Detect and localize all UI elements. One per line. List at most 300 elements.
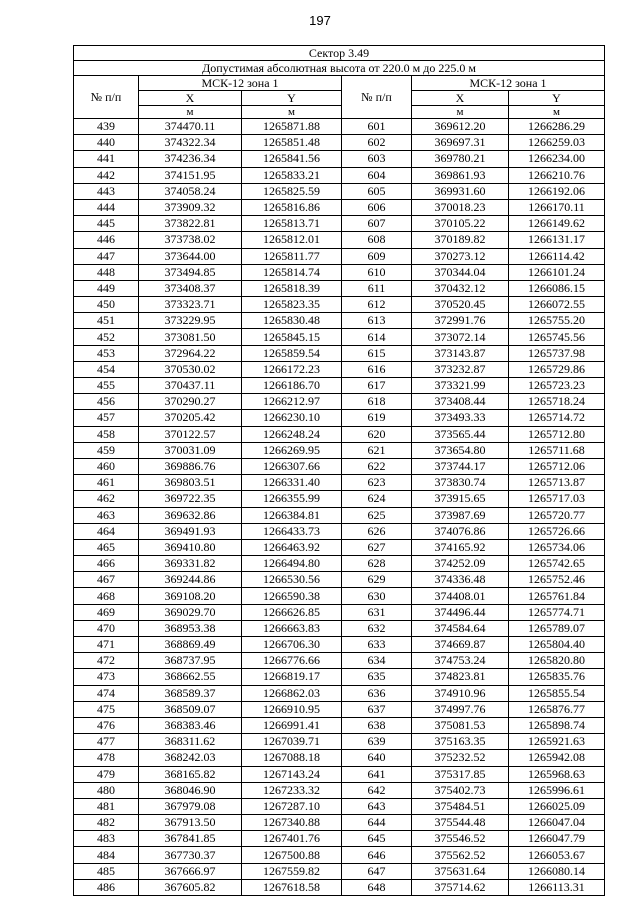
table-row [74, 167, 605, 183]
point-number-right: 618 [342, 394, 412, 410]
sector-title: Сектор 3.49 [74, 46, 605, 61]
y-value-left: 1266626.85 [242, 604, 342, 620]
point-number-left: 474 [74, 685, 139, 701]
y-value-right: 1265712.80 [509, 426, 605, 442]
y-value-left: 1266355.99 [242, 491, 342, 507]
point-number-right: 633 [342, 637, 412, 653]
y-value-left: 1266590.38 [242, 588, 342, 604]
table-row [74, 297, 605, 313]
point-number-right: 630 [342, 588, 412, 604]
point-number-right: 628 [342, 556, 412, 572]
y-value-left: 1267618.58 [242, 879, 342, 895]
unit-y-left: м [242, 106, 342, 119]
x-value-left: 374322.34 [139, 135, 242, 151]
point-number-left: 469 [74, 604, 139, 620]
point-number-left: 482 [74, 815, 139, 831]
x-value-left: 368869.49 [139, 637, 242, 653]
table-row [74, 458, 605, 474]
y-value-left: 1265833.21 [242, 167, 342, 183]
y-value-left: 1266212.97 [242, 394, 342, 410]
y-value-right: 1265726.66 [509, 523, 605, 539]
y-value-right: 1265761.84 [509, 588, 605, 604]
point-number-right: 613 [342, 313, 412, 329]
table-row [74, 491, 605, 507]
x-value-right: 372991.76 [412, 313, 509, 329]
table-row [74, 523, 605, 539]
x-value-right: 373321.99 [412, 378, 509, 394]
x-value-right: 375163.35 [412, 734, 509, 750]
y-value-left: 1267088.18 [242, 750, 342, 766]
x-value-left: 373408.37 [139, 280, 242, 296]
y-value-left: 1265845.15 [242, 329, 342, 345]
x-value-left: 368383.46 [139, 717, 242, 733]
table-row [74, 750, 605, 766]
y-value-left: 1265825.59 [242, 183, 342, 199]
y-value-right: 1265789.07 [509, 620, 605, 636]
y-value-left: 1265811.77 [242, 248, 342, 264]
point-number-right: 619 [342, 410, 412, 426]
point-number-right: 601 [342, 119, 412, 135]
table-row [74, 264, 605, 280]
y-value-left: 1265871.88 [242, 119, 342, 135]
point-number-right: 605 [342, 183, 412, 199]
x-value-right: 374910.96 [412, 685, 509, 701]
point-number-left: 444 [74, 199, 139, 215]
table-row [74, 410, 605, 426]
y-value-right: 1266113.31 [509, 879, 605, 895]
x-value-left: 370205.42 [139, 410, 242, 426]
y-value-right: 1266259.03 [509, 135, 605, 151]
unit-x-right: м [412, 106, 509, 119]
x-value-left: 369331.82 [139, 556, 242, 572]
y-value-right: 1265718.24 [509, 394, 605, 410]
y-value-right: 1265745.56 [509, 329, 605, 345]
x-value-left: 367730.37 [139, 847, 242, 863]
point-number-right: 643 [342, 798, 412, 814]
point-number-left: 470 [74, 620, 139, 636]
y-value-right: 1265774.71 [509, 604, 605, 620]
point-number-right: 645 [342, 831, 412, 847]
y-value-right: 1265855.54 [509, 685, 605, 701]
x-value-right: 370189.82 [412, 232, 509, 248]
y-value-left: 1267500.88 [242, 847, 342, 863]
point-number-right: 603 [342, 151, 412, 167]
point-number-left: 481 [74, 798, 139, 814]
table-row [74, 329, 605, 345]
point-number-left: 477 [74, 734, 139, 750]
point-number-left: 471 [74, 637, 139, 653]
y-value-left: 1267143.24 [242, 766, 342, 782]
point-number-right: 614 [342, 329, 412, 345]
table-row [74, 863, 605, 879]
table-row [74, 151, 605, 167]
point-number-right: 638 [342, 717, 412, 733]
table-row [74, 879, 605, 895]
y-value-right: 1266149.62 [509, 216, 605, 232]
y-value-left: 1266230.10 [242, 410, 342, 426]
y-value-left: 1267401.76 [242, 831, 342, 847]
x-value-left: 374151.95 [139, 167, 242, 183]
point-number-left: 451 [74, 313, 139, 329]
y-value-right: 1266170.11 [509, 199, 605, 215]
coordinate-system-header-right: МСК-12 зона 1 [412, 76, 605, 91]
x-header-left: X [139, 91, 242, 106]
col-number-header-right: № п/п [342, 76, 412, 119]
x-value-left: 369029.70 [139, 604, 242, 620]
y-value-right: 1266192.06 [509, 183, 605, 199]
point-number-left: 450 [74, 297, 139, 313]
y-value-right: 1266286.29 [509, 119, 605, 135]
point-number-left: 445 [74, 216, 139, 232]
y-value-left: 1266706.30 [242, 637, 342, 653]
x-value-left: 368953.38 [139, 620, 242, 636]
y-value-left: 1266331.40 [242, 475, 342, 491]
point-number-left: 463 [74, 507, 139, 523]
point-number-left: 476 [74, 717, 139, 733]
x-value-right: 375232.52 [412, 750, 509, 766]
unit-x-left: м [139, 106, 242, 119]
point-number-right: 608 [342, 232, 412, 248]
table-row [74, 539, 605, 555]
table-row [74, 216, 605, 232]
table-row [74, 135, 605, 151]
point-number-left: 460 [74, 458, 139, 474]
y-value-left: 1266530.56 [242, 572, 342, 588]
x-value-right: 369697.31 [412, 135, 509, 151]
x-value-right: 374165.92 [412, 539, 509, 555]
x-value-left: 369632.86 [139, 507, 242, 523]
x-value-left: 367913.50 [139, 815, 242, 831]
table-row [74, 280, 605, 296]
y-value-left: 1265814.74 [242, 264, 342, 280]
table-row [74, 588, 605, 604]
point-number-left: 448 [74, 264, 139, 280]
y-value-right: 1265996.61 [509, 782, 605, 798]
x-value-right: 373654.80 [412, 442, 509, 458]
x-value-left: 368311.62 [139, 734, 242, 750]
x-value-left: 368509.07 [139, 701, 242, 717]
y-value-left: 1266307.66 [242, 458, 342, 474]
x-value-left: 369886.76 [139, 458, 242, 474]
x-value-left: 370290.27 [139, 394, 242, 410]
point-number-right: 623 [342, 475, 412, 491]
y-value-left: 1266248.24 [242, 426, 342, 442]
x-value-left: 369108.20 [139, 588, 242, 604]
x-value-right: 369931.60 [412, 183, 509, 199]
point-number-right: 635 [342, 669, 412, 685]
x-value-right: 375546.52 [412, 831, 509, 847]
table-row [74, 701, 605, 717]
y-value-left: 1267287.10 [242, 798, 342, 814]
y-value-right: 1265820.80 [509, 653, 605, 669]
point-number-left: 459 [74, 442, 139, 458]
y-value-left: 1266269.95 [242, 442, 342, 458]
x-value-right: 374496.44 [412, 604, 509, 620]
x-value-right: 375631.64 [412, 863, 509, 879]
x-value-left: 373644.00 [139, 248, 242, 264]
point-number-right: 609 [342, 248, 412, 264]
y-value-right: 1265742.65 [509, 556, 605, 572]
point-number-left: 461 [74, 475, 139, 491]
y-value-right: 1265734.06 [509, 539, 605, 555]
point-number-left: 446 [74, 232, 139, 248]
x-value-right: 370105.22 [412, 216, 509, 232]
table-row [74, 119, 605, 135]
table-row [74, 653, 605, 669]
x-value-right: 375081.53 [412, 717, 509, 733]
table-row [74, 831, 605, 847]
point-number-left: 486 [74, 879, 139, 895]
x-value-right: 373744.17 [412, 458, 509, 474]
y-value-left: 1265830.48 [242, 313, 342, 329]
x-value-left: 367979.08 [139, 798, 242, 814]
y-value-right: 1266053.67 [509, 847, 605, 863]
x-value-left: 368165.82 [139, 766, 242, 782]
x-value-right: 375484.51 [412, 798, 509, 814]
y-value-right: 1265752.46 [509, 572, 605, 588]
x-value-left: 369803.51 [139, 475, 242, 491]
point-number-left: 473 [74, 669, 139, 685]
x-value-right: 373915.65 [412, 491, 509, 507]
point-number-left: 449 [74, 280, 139, 296]
page-number: 197 [309, 13, 331, 28]
table-row [74, 507, 605, 523]
y-value-left: 1265813.71 [242, 216, 342, 232]
y-value-right: 1265804.40 [509, 637, 605, 653]
point-number-right: 644 [342, 815, 412, 831]
point-number-left: 462 [74, 491, 139, 507]
unit-y-right: м [509, 106, 605, 119]
x-value-left: 367841.85 [139, 831, 242, 847]
point-number-left: 464 [74, 523, 139, 539]
point-number-right: 604 [342, 167, 412, 183]
point-number-right: 621 [342, 442, 412, 458]
table-row [74, 734, 605, 750]
point-number-left: 480 [74, 782, 139, 798]
y-value-left: 1266433.73 [242, 523, 342, 539]
point-number-right: 602 [342, 135, 412, 151]
point-number-right: 606 [342, 199, 412, 215]
table-row [74, 345, 605, 361]
y-value-left: 1267039.71 [242, 734, 342, 750]
point-number-left: 467 [74, 572, 139, 588]
point-number-right: 615 [342, 345, 412, 361]
point-number-right: 632 [342, 620, 412, 636]
point-number-right: 629 [342, 572, 412, 588]
y-value-left: 1267559.82 [242, 863, 342, 879]
x-value-right: 374076.86 [412, 523, 509, 539]
x-value-right: 374252.09 [412, 556, 509, 572]
y-value-right: 1265737.98 [509, 345, 605, 361]
point-number-left: 466 [74, 556, 139, 572]
y-value-left: 1265818.39 [242, 280, 342, 296]
y-value-right: 1265835.76 [509, 669, 605, 685]
table-row [74, 361, 605, 377]
table-row [74, 232, 605, 248]
table-row [74, 717, 605, 733]
table-row [74, 313, 605, 329]
coordinate-system-header-left: МСК-12 зона 1 [139, 76, 342, 91]
y-value-right: 1266101.24 [509, 264, 605, 280]
table-row [74, 782, 605, 798]
height-range: Допустимая абсолютная высота от 220.0 м до 225.0 м [74, 61, 605, 76]
table-row [74, 199, 605, 215]
table-row [74, 442, 605, 458]
point-number-left: 453 [74, 345, 139, 361]
x-value-right: 374823.81 [412, 669, 509, 685]
table-row [74, 426, 605, 442]
point-number-left: 439 [74, 119, 139, 135]
x-value-right: 373408.44 [412, 394, 509, 410]
table-row [74, 847, 605, 863]
point-number-right: 642 [342, 782, 412, 798]
x-value-right: 370018.23 [412, 199, 509, 215]
y-value-right: 1265717.03 [509, 491, 605, 507]
table-row [74, 475, 605, 491]
y-value-left: 1265841.56 [242, 151, 342, 167]
x-value-left: 373323.71 [139, 297, 242, 313]
y-value-right: 1266114.42 [509, 248, 605, 264]
x-value-left: 368662.55 [139, 669, 242, 685]
x-value-left: 372964.22 [139, 345, 242, 361]
x-value-right: 375402.73 [412, 782, 509, 798]
y-value-right: 1265720.77 [509, 507, 605, 523]
x-value-right: 375562.52 [412, 847, 509, 863]
x-value-right: 373072.14 [412, 329, 509, 345]
x-value-right: 370273.12 [412, 248, 509, 264]
x-value-left: 373738.02 [139, 232, 242, 248]
table-row [74, 183, 605, 199]
x-value-right: 370520.45 [412, 297, 509, 313]
x-value-left: 374058.24 [139, 183, 242, 199]
y-value-left: 1265812.01 [242, 232, 342, 248]
y-header-left: Y [242, 91, 342, 106]
y-value-right: 1266080.14 [509, 863, 605, 879]
x-value-left: 374236.34 [139, 151, 242, 167]
col-number-header-left: № п/п [74, 76, 139, 119]
point-number-right: 611 [342, 280, 412, 296]
point-number-right: 648 [342, 879, 412, 895]
table-row [74, 620, 605, 636]
point-number-right: 625 [342, 507, 412, 523]
y-value-left: 1266910.95 [242, 701, 342, 717]
x-value-left: 373494.85 [139, 264, 242, 280]
x-value-left: 367605.82 [139, 879, 242, 895]
point-number-left: 458 [74, 426, 139, 442]
y-value-right: 1266047.04 [509, 815, 605, 831]
point-number-right: 617 [342, 378, 412, 394]
x-value-left: 370122.57 [139, 426, 242, 442]
x-value-right: 369861.93 [412, 167, 509, 183]
x-value-right: 369612.20 [412, 119, 509, 135]
x-value-right: 374584.64 [412, 620, 509, 636]
point-number-right: 637 [342, 701, 412, 717]
point-number-right: 626 [342, 523, 412, 539]
x-value-left: 368046.90 [139, 782, 242, 798]
x-value-left: 369491.93 [139, 523, 242, 539]
table-row [74, 556, 605, 572]
point-number-left: 443 [74, 183, 139, 199]
point-number-left: 479 [74, 766, 139, 782]
point-number-left: 457 [74, 410, 139, 426]
x-value-right: 370432.12 [412, 280, 509, 296]
y-value-left: 1265851.48 [242, 135, 342, 151]
y-header-right: Y [509, 91, 605, 106]
table-row [74, 815, 605, 831]
x-value-left: 369244.86 [139, 572, 242, 588]
x-value-left: 369410.80 [139, 539, 242, 555]
y-value-right: 1266047.79 [509, 831, 605, 847]
point-number-left: 442 [74, 167, 139, 183]
table-row [74, 248, 605, 264]
point-number-right: 624 [342, 491, 412, 507]
y-value-left: 1266172.23 [242, 361, 342, 377]
y-value-left: 1267340.88 [242, 815, 342, 831]
y-value-left: 1267233.32 [242, 782, 342, 798]
point-number-left: 454 [74, 361, 139, 377]
table-row [74, 669, 605, 685]
x-value-right: 374997.76 [412, 701, 509, 717]
y-value-right: 1265876.77 [509, 701, 605, 717]
point-number-right: 641 [342, 766, 412, 782]
x-value-right: 374408.01 [412, 588, 509, 604]
point-number-right: 607 [342, 216, 412, 232]
x-value-left: 373822.81 [139, 216, 242, 232]
x-value-right: 375317.85 [412, 766, 509, 782]
x-value-left: 368589.37 [139, 685, 242, 701]
y-value-right: 1265921.63 [509, 734, 605, 750]
y-value-right: 1265712.06 [509, 458, 605, 474]
point-number-left: 485 [74, 863, 139, 879]
point-number-right: 627 [342, 539, 412, 555]
x-value-left: 370530.02 [139, 361, 242, 377]
x-value-right: 373493.33 [412, 410, 509, 426]
x-value-left: 373909.32 [139, 199, 242, 215]
x-value-left: 368737.95 [139, 653, 242, 669]
table-row [74, 394, 605, 410]
y-value-left: 1266494.80 [242, 556, 342, 572]
x-value-left: 368242.03 [139, 750, 242, 766]
x-value-left: 373229.95 [139, 313, 242, 329]
table-row [74, 798, 605, 814]
point-number-left: 468 [74, 588, 139, 604]
x-value-right: 374669.87 [412, 637, 509, 653]
point-number-right: 647 [342, 863, 412, 879]
y-value-right: 1265942.08 [509, 750, 605, 766]
x-value-right: 370344.04 [412, 264, 509, 280]
y-value-left: 1266463.92 [242, 539, 342, 555]
x-value-left: 374470.11 [139, 119, 242, 135]
point-number-left: 475 [74, 701, 139, 717]
point-number-right: 610 [342, 264, 412, 280]
coordinates-table [73, 45, 605, 896]
x-value-right: 374336.48 [412, 572, 509, 588]
y-value-left: 1266776.66 [242, 653, 342, 669]
y-value-right: 1265713.87 [509, 475, 605, 491]
table-row [74, 378, 605, 394]
table-body [74, 119, 605, 896]
y-value-right: 1265723.23 [509, 378, 605, 394]
y-value-right: 1265711.68 [509, 442, 605, 458]
x-value-right: 375714.62 [412, 879, 509, 895]
point-number-left: 472 [74, 653, 139, 669]
x-value-left: 373081.50 [139, 329, 242, 345]
y-value-right: 1266072.55 [509, 297, 605, 313]
table-row [74, 604, 605, 620]
point-number-left: 465 [74, 539, 139, 555]
y-value-right: 1266131.17 [509, 232, 605, 248]
x-value-right: 373565.44 [412, 426, 509, 442]
